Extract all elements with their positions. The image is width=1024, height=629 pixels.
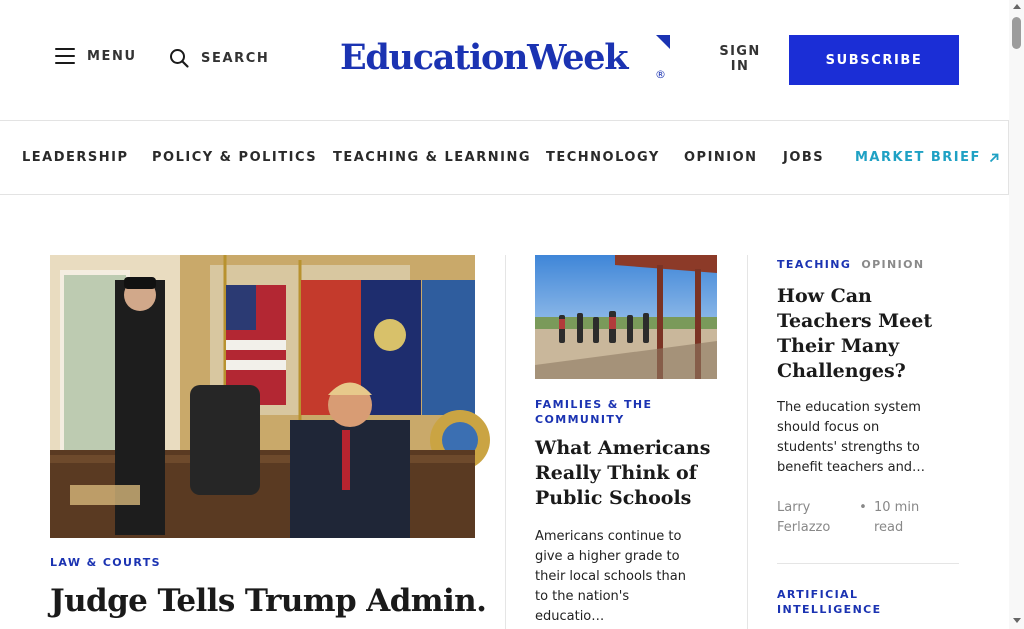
right-story-description: The education system should focus on students' strengths to benefit teachers and… [777,400,926,475]
read-time: 10 min read [874,500,920,535]
scroll-down-arrow-icon[interactable] [1013,618,1021,623]
lead-story-title[interactable]: Judge Tells Trump Admin. [50,583,487,619]
logo-wordmark: EducationWeek [340,37,628,78]
story-divider [777,563,959,564]
search-icon [169,48,189,68]
middle-story-image[interactable] [535,255,717,379]
logo-registered-mark: ® [655,68,666,81]
byline-separator: • [859,500,867,515]
right-story-kickers [777,258,925,271]
lead-story-image[interactable] [50,255,475,538]
menu-label: MENU [87,48,137,64]
page-scrollbar[interactable] [1009,0,1024,629]
nav-item-leadership[interactable]: LEADERSHIP [22,150,129,165]
right-story-title[interactable]: How Can Teachers Meet Their Many Challenges? [777,285,933,382]
search-label: SEARCH [201,50,270,66]
hamburger-icon [55,48,75,64]
scroll-thumb[interactable] [1012,17,1021,49]
site-logo[interactable] [340,35,670,83]
nav-item-jobs[interactable]: JOBS [783,150,825,165]
column-divider [747,255,748,629]
search-button[interactable] [169,48,269,68]
right-story-kicker[interactable]: TEACHING [777,258,852,271]
section-nav [0,120,1009,195]
scroll-up-arrow-icon[interactable] [1013,4,1021,9]
middle-story-kicker[interactable]: FAMILIES & THE COMMUNITY [535,398,653,426]
nav-item-opinion[interactable]: OPINION [684,150,758,165]
next-story-kicker[interactable]: ARTIFICIAL INTELLIGENCE [777,588,882,616]
nav-item-teaching-learning[interactable]: TEACHING & LEARNING [333,150,532,165]
sign-in-link[interactable]: SIGN IN [719,44,761,74]
subscribe-button[interactable]: SUBSCRIBE [789,35,959,85]
logo-corner-mark [656,35,670,49]
middle-story-description: Americans continue to give a higher grade to their local schools than to the nation's educatio… [535,529,686,624]
market-brief-label: MARKET BRIEF [855,150,981,165]
nav-item-market-brief[interactable] [855,150,999,165]
author-name[interactable]: Larry Ferlazzo [777,500,831,535]
menu-button[interactable] [55,48,137,64]
nav-item-technology[interactable]: TECHNOLOGY [546,150,660,165]
column-divider [505,255,506,629]
lead-story-kicker[interactable]: LAW & COURTS [50,556,161,569]
nav-item-policy-politics[interactable]: POLICY & POLITICS [152,150,318,165]
right-story-byline [777,498,927,538]
middle-story-title[interactable]: What Americans Really Think of Public Schools [535,437,711,509]
external-arrow-icon [989,153,999,163]
site-header [0,0,1009,120]
opinion-tag: OPINION [861,258,925,271]
